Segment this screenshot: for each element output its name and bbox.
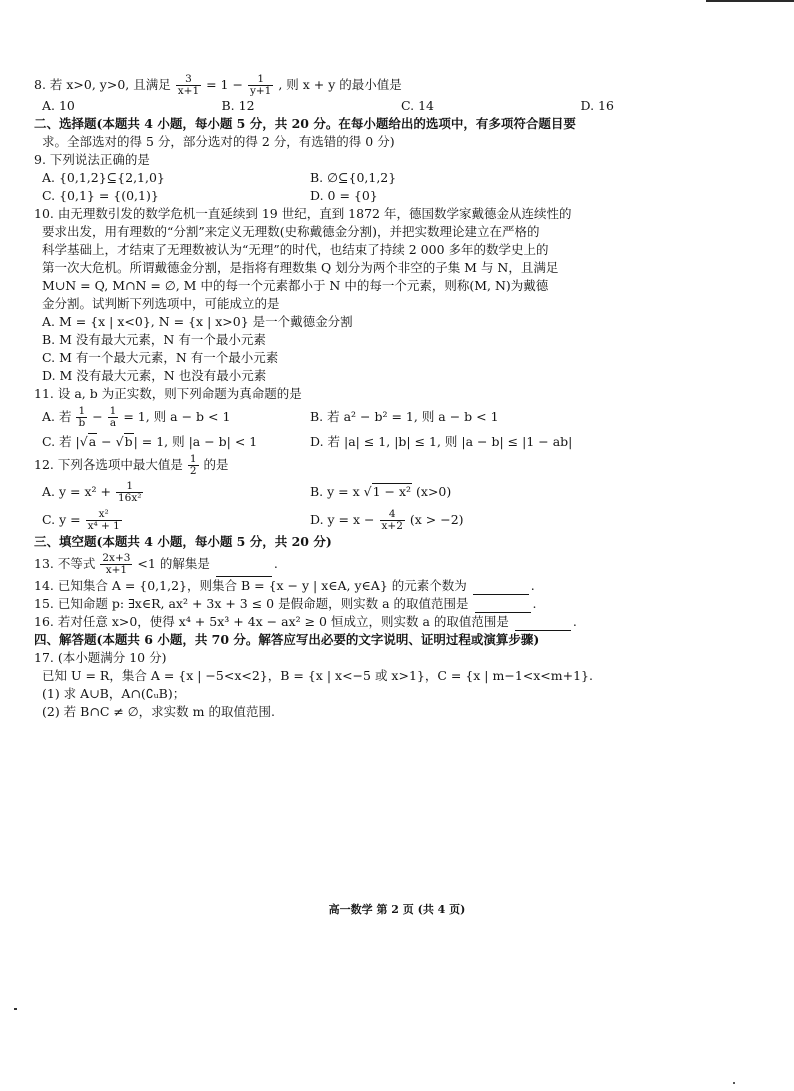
q8-frac1-num: 3 [176, 74, 201, 86]
q8-option-a: A. 10 [42, 98, 75, 113]
scan-speck-2 [733, 1082, 735, 1084]
scan-speck [14, 1008, 17, 1010]
q13-end: . [273, 556, 278, 571]
q11-option-b: B. 若 a² − b² = 1, 则 a − b < 1 [310, 409, 499, 424]
section-4-heading: 四、解答题(本题共 6 小题，共 70 分。解答应写出必要的文字说明、证明过程或演算步骤) [34, 632, 540, 647]
q13-pre: 13. 不等式 [34, 556, 96, 571]
q8-fraction-2 [248, 74, 273, 97]
question-9-stem: 9. 下列说法正确的是 [34, 152, 150, 167]
q10-line-3: 科学基础上，才结束了无理数被认为“无理”的时代，也结束了持续 2 000 多年的数学史上的 [42, 242, 549, 257]
q12-c-num: x² [86, 509, 122, 521]
q12-half [188, 454, 199, 477]
q8-option-b: B. 12 [221, 98, 255, 113]
q11-option-c [42, 431, 310, 453]
q14-text: 14. 已知集合 A = {0,1,2}，则集合 B = {x − y | x∈A, y∈A} 的元素个数为 [34, 578, 467, 593]
question-14 [34, 577, 760, 595]
q11-options-row-1 [34, 405, 760, 429]
q11-c-pre: C. 若 |√ [42, 434, 88, 449]
q15-end: . [532, 596, 537, 611]
q12-d-pre: D. y = x − [310, 512, 375, 527]
q12-a-den: 16x² [117, 492, 142, 504]
q14-end: . [530, 578, 535, 593]
q13-frac [100, 553, 132, 576]
q15-text: 15. 已知命题 p: ∃x∈R, ax² + 3x + 3 ≤ 0 是假命题，则实数 a 的取值范围是 [34, 596, 469, 611]
q11-c-radicand-a: a [88, 434, 97, 449]
q8-post: , 则 x + y 的最小值是 [278, 77, 402, 92]
q9-option-d: D. 0 = {0} [310, 188, 378, 203]
q12-option-c [42, 507, 310, 533]
q13-answer-blank[interactable] [216, 564, 272, 577]
q11-a-f1-den: b [78, 417, 86, 429]
q8-mid: = 1 − [206, 77, 243, 92]
section-3-heading: 三、填空题(本题共 4 小题，每小题 5 分，共 20 分) [34, 534, 332, 549]
q12-d-num: 4 [380, 509, 405, 521]
section-2-heading: 二、选择题(本题共 4 小题，每小题 5 分，共 20 分。在每小题给出的选项中，有多项符合题目要 [34, 116, 576, 131]
q12-a-frac [116, 481, 144, 504]
q16-end: . [572, 614, 577, 629]
q8-fraction-1 [176, 74, 201, 97]
q16-text: 16. 若对任意 x>0，使得 x⁴ + 5x³ + 4x − ax² ≥ 0 恒成立，则实数 a 的取值范围是 [34, 614, 509, 629]
q11-options-row-2 [34, 431, 760, 453]
q9-options-row-1 [34, 169, 760, 187]
q13-post: <1 的解集是 [137, 556, 210, 571]
q8-options [34, 97, 760, 115]
q13-num: 2x+3 [102, 552, 131, 564]
q12-option-a [42, 479, 310, 505]
scan-edge-mark [706, 0, 794, 2]
q17-part-2: (2) 若 B∩C ≠ ∅，求实数 m 的取值范围. [42, 704, 275, 719]
question-13 [34, 551, 760, 577]
q11-option-d: D. 若 |a| ≤ 1, |b| ≤ 1, 则 |a − b| ≤ |1 − ab| [310, 434, 573, 449]
q11-c-radicand-b: b [124, 434, 133, 449]
section-2-heading-cont: 求。全部选对的得 5 分，部分选对的得 2 分，有选错的得 0 分) [42, 134, 395, 149]
q8-frac2-num: 1 [248, 74, 273, 86]
q10-line-4: 第一次大危机。所谓戴德金分割，是指将有理数集 Q 划分为两个非空的子集 M 与 N，且满足 [42, 260, 559, 275]
q12-stem-pre: 12. 下列各选项中最大值是 [34, 457, 183, 472]
q11-a-frac-2 [108, 406, 119, 429]
q11-a-f2-num: 1 [109, 405, 117, 417]
q12-option-d [310, 507, 464, 533]
q16-answer-blank[interactable] [515, 618, 571, 631]
q8-pre: 8. 若 x>0, y>0, 且满足 [34, 77, 171, 92]
question-11-stem: 11. 设 a, b 为正实数，则下列命题为真命题的是 [34, 386, 302, 401]
q12-options-row-1 [34, 479, 760, 505]
q10-option-b: B. M 没有最大元素，N 有一个最小元素 [42, 332, 266, 347]
q12-d-den: x+2 [381, 520, 403, 532]
q8-frac2-den: y+1 [249, 85, 272, 97]
q11-a-pre: A. 若 [42, 409, 72, 424]
q10-option-c: C. M 有一个最大元素，N 有一个最小元素 [42, 350, 279, 365]
q11-c-mid: − √ [97, 434, 124, 449]
q8-option-c: C. 14 [401, 98, 434, 113]
q11-option-a [42, 405, 310, 429]
q13-den: x+1 [105, 564, 128, 576]
q12-d-post: (x > −2) [409, 512, 464, 527]
q8-frac1-den: x+1 [177, 85, 200, 97]
q12-b-post: (x>0) [412, 484, 452, 499]
question-15 [34, 595, 760, 613]
page-footer: 高一数学 第 2 页 (共 4 页) [328, 903, 466, 916]
q12-c-pre: C. y = [42, 512, 81, 527]
q12-c-frac [86, 509, 122, 532]
q12-d-frac [380, 509, 405, 532]
q12-a-pre: A. y = x² + [42, 484, 111, 499]
q12-a-num: 1 [116, 481, 144, 493]
q10-line-6: 金分割。试判断下列选项中，可能成立的是 [42, 296, 280, 311]
q11-a-f2-den: a [109, 417, 117, 429]
q12-option-b [310, 479, 451, 505]
q8-option-d: D. 16 [580, 98, 614, 113]
q10-line-1: 10. 由无理数引发的数学危机一直延续到 19 世纪，直到 1872 年，德国数学家戴德金从连续性的 [34, 206, 572, 221]
question-12-stem [34, 453, 760, 477]
q11-a-f1-num: 1 [76, 406, 87, 418]
q9-option-c: C. {0,1} = {(0,1)} [42, 188, 159, 203]
q9-option-a: A. {0,1,2}⊆{2,1,0} [42, 170, 165, 185]
q17-given: 已知 U = R，集合 A = {x | −5<x<2}，B = {x | x<−5 或 x>1}，C = {x | m−1<x<m+1}. [42, 668, 593, 683]
q11-c-post: | = 1, 则 |a − b| < 1 [133, 434, 258, 449]
q12-stem-post: 的是 [203, 457, 229, 472]
q11-a-post: = 1, 则 a − b < 1 [123, 409, 231, 424]
exam-content [34, 74, 760, 721]
q17-part-1: (1) 求 A∪B，A∩(∁ᵤB)； [42, 686, 186, 701]
q9-option-b: B. ∅⊆{0,1,2} [310, 170, 397, 185]
q14-answer-blank[interactable] [473, 582, 529, 595]
q10-option-a: A. M = {x | x<0}, N = {x | x>0} 是一个戴德金分割 [42, 314, 353, 329]
q12-options-row-2 [34, 507, 760, 533]
q12-c-den: x⁴ + 1 [87, 520, 120, 532]
q12-half-den: 2 [189, 465, 197, 477]
q12-b-pre: B. y = x √ [310, 484, 372, 499]
question-16 [34, 613, 760, 631]
q11-a-frac-1 [76, 406, 87, 429]
q9-options-row-2 [34, 187, 760, 205]
q10-line-2: 要求出发，用有理数的“分割”来定义无理数(史称戴德金分割)，并把实数理论建立在严格的 [42, 224, 540, 239]
question-17-head: 17. (本小题满分 10 分) [34, 650, 167, 665]
q10-line-5: M∪N = Q, M∩N = ∅, M 中的每一个元素都小于 N 中的每一个元素，则称(M, N)为戴德 [42, 278, 549, 293]
question-8 [34, 74, 760, 97]
q12-b-radicand: 1 − x² [372, 484, 412, 499]
q15-answer-blank[interactable] [475, 600, 531, 613]
q10-option-d: D. M 没有最大元素，N 也没有最小元素 [42, 368, 267, 383]
q12-half-num: 1 [189, 453, 197, 465]
q11-a-minus: − [92, 409, 103, 424]
